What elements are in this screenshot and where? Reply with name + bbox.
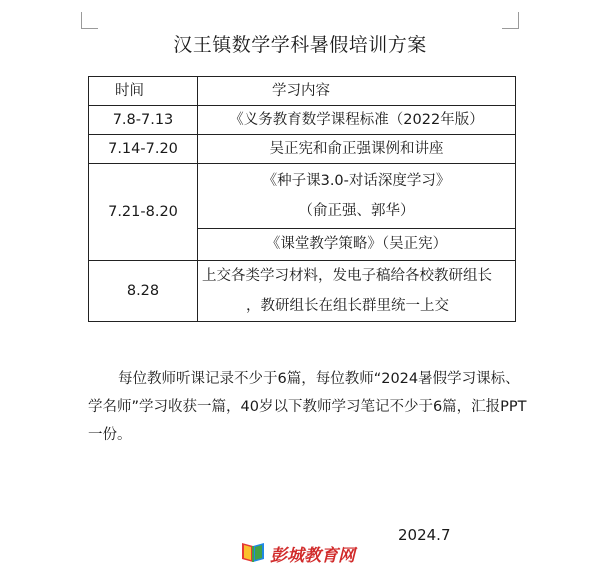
table-row xyxy=(89,164,516,229)
watermark-logo xyxy=(240,541,355,565)
content-line: 《种子课3.0-对话深度学习》 xyxy=(262,173,451,189)
page-corner-mark-left xyxy=(81,12,98,29)
row-time: 8.28 xyxy=(89,261,198,322)
row-time: 7.8-7.13 xyxy=(89,106,198,135)
row-time: 7.14-7.20 xyxy=(89,135,198,164)
row-content xyxy=(198,261,516,322)
book-icon xyxy=(240,542,266,564)
content-line: ，教研组长在组长群里统一上交 xyxy=(246,298,449,314)
document-date: 2024.7 xyxy=(398,526,451,544)
row-content xyxy=(198,229,516,261)
row-content xyxy=(198,135,516,164)
content-line: 上交各类学习材料，发电子稿给各校教研组长 xyxy=(202,268,492,284)
schedule-table xyxy=(88,76,516,322)
requirements-paragraph: 每位教师听课记录不少于6篇，每位教师“2024暑假学习课标、学名师”学习收获一篇，40岁以下教师学习笔记不少于6篇，汇报PPT一份。 xyxy=(88,371,527,443)
document-title: 汉王镇数学学科暑假培训方案 xyxy=(173,34,427,56)
content-line: 《课堂教学策略》（吴正宪） xyxy=(265,236,448,252)
table-row xyxy=(89,135,516,164)
row-content xyxy=(198,106,516,135)
table-row xyxy=(89,106,516,135)
page-corner-mark-right xyxy=(502,12,519,29)
content-line: 吴正宪和俞正强课例和讲座 xyxy=(269,141,444,157)
watermark-text: 彭城教育网 xyxy=(270,545,355,566)
row-content xyxy=(198,164,516,229)
table-row xyxy=(89,261,516,322)
content-line: （俞正强、郭华） xyxy=(298,203,415,219)
content-line: 《义务教育数学课程标准（2022年版） xyxy=(229,112,484,128)
table-header-row xyxy=(89,77,516,106)
row-time: 7.21-8.20 xyxy=(89,164,198,261)
header-content: 学习内容 xyxy=(198,77,516,106)
header-time: 时间 xyxy=(89,77,198,106)
